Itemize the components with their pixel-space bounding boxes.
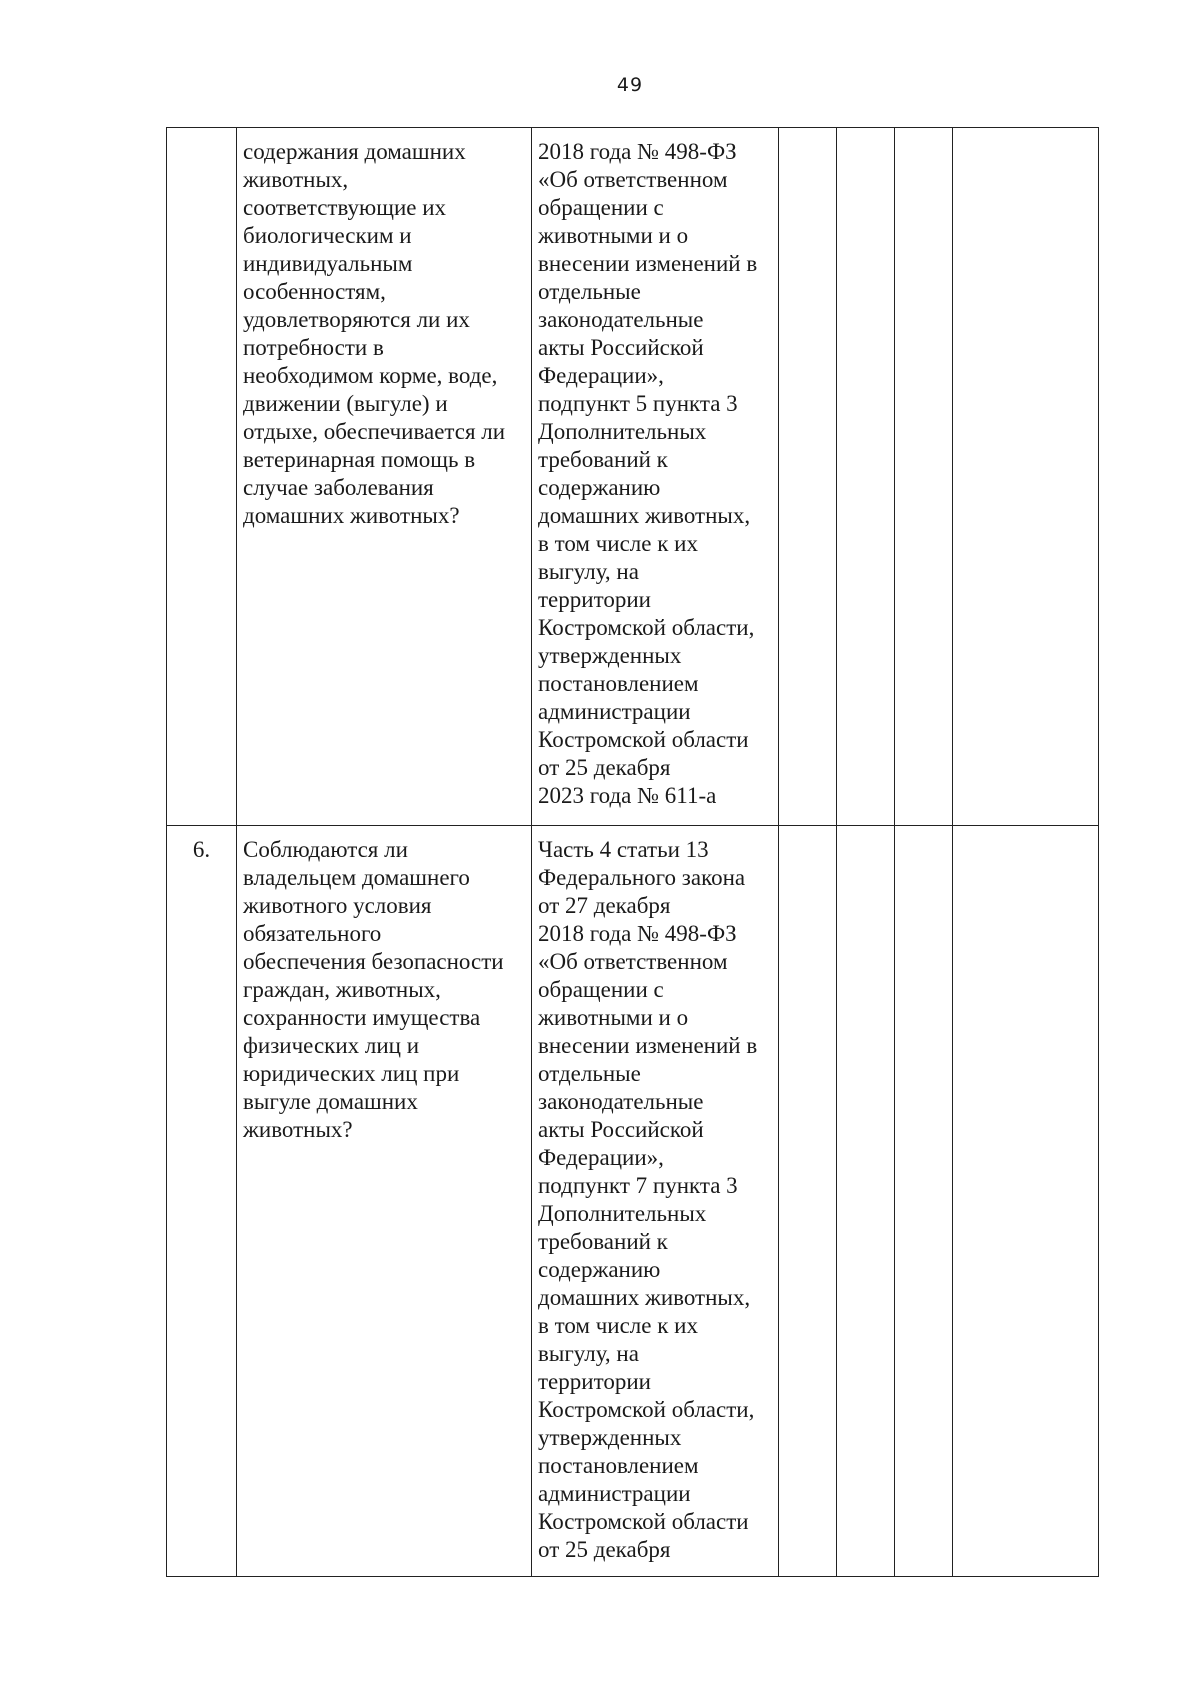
notes-cell[interactable] [953,128,1099,826]
answer-not-applicable-cell[interactable] [895,826,953,1577]
answer-no-cell[interactable] [837,826,895,1577]
answer-yes-cell[interactable] [779,128,837,826]
question-text: содержания домашних животных, соответствующие их биологическим и индивидуальным особенностям, удовлетворяются ли их потребности в необходимом корме, воде, движении (выгуле) и отдыхе, обеспечивается ли ветеринарная помощь в случае заболевания домашних животных? [243,139,506,528]
answer-no-cell[interactable] [837,128,895,826]
row-number-cell [167,826,237,1577]
question-cell [237,128,532,826]
legal-reference-text: Часть 4 статьи 13 Федерального закона от 27 декабря 2018 года № 498-ФЗ «Об ответственном обращении с животными и о внесении изменений в отдельные законодательные акты Российской Федерации», подпункт 7 пункта 3 Дополнительных требований к содержанию домашних животных, в том числе к их выгулу, на территории Костромской области, утвержденных постановлением администрации Костромской области от 25 декабря [538,837,758,1562]
table-row [167,826,1099,1577]
legal-reference-cell [532,826,779,1577]
checklist-table [166,127,1099,1577]
legal-reference-text: 2018 года № 498-ФЗ «Об ответственном обращении с животными и о внесении изменений в отдельные законодательные акты Российской Федерации», подпункт 5 пункта 3 Дополнительных требований к содержанию домашних животных, в том числе к их выгулу, на территории Костромской области, утвержденных постановлением администрации Костромской области от 25 декабря 2023 года № 611-а [538,139,758,808]
row-number-cell [167,128,237,826]
question-text: Соблюдаются ли владельцем домашнего животного условия обязательного обеспечения безопасности граждан, животных, сохранности имущества физических лиц и юридических лиц при выгуле домашних животных? [243,837,504,1142]
table-row [167,128,1099,826]
notes-cell[interactable] [953,826,1099,1577]
answer-not-applicable-cell[interactable] [895,128,953,826]
question-cell [237,826,532,1577]
row-number: 6. [192,837,211,862]
legal-reference-cell [532,128,779,826]
answer-yes-cell[interactable] [779,826,837,1577]
page-number: 49 [616,74,644,96]
